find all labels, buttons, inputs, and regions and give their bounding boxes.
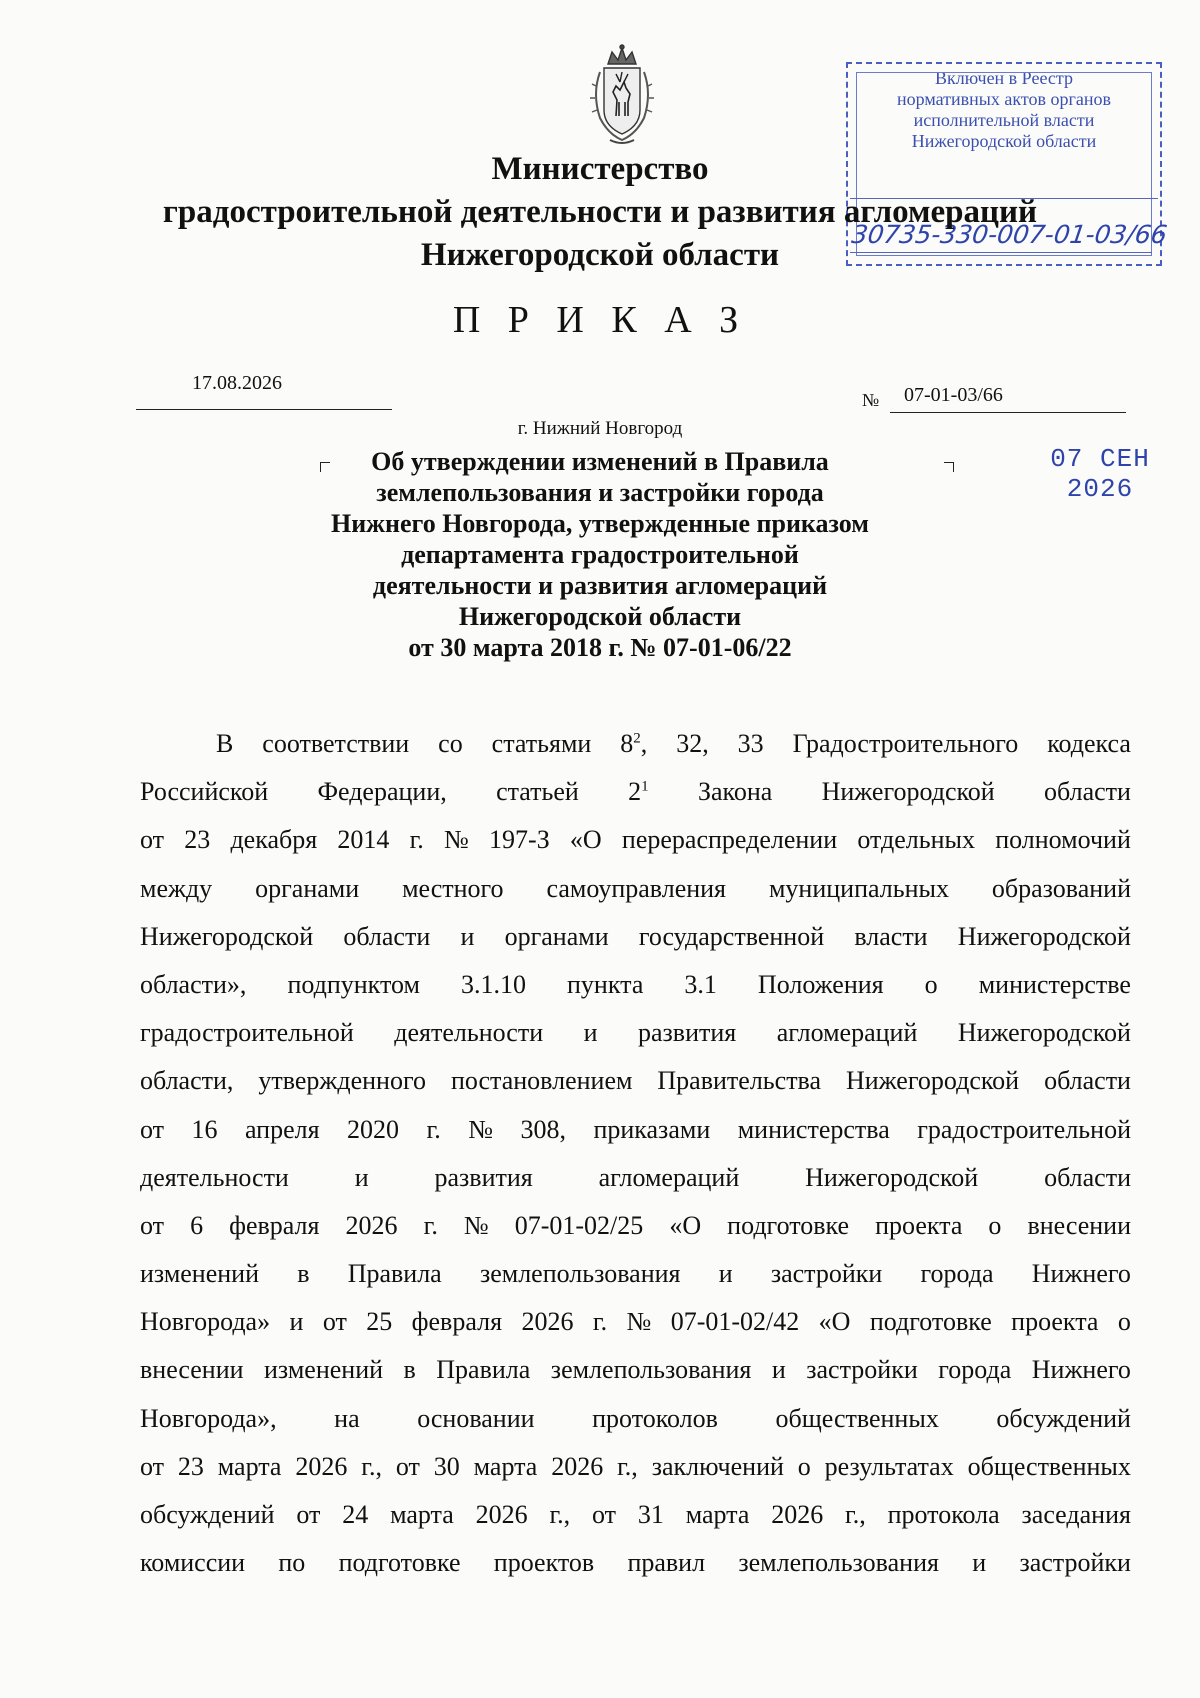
body-word: Новгорода» [140,1307,271,1337]
body-word: от [592,1500,617,1529]
body-word: о [1117,1307,1131,1337]
body-word: застройки [806,1355,918,1385]
body-word: г., [845,1500,866,1529]
body-word: развития [434,1162,533,1192]
body-word: развития [638,1018,737,1048]
body-word: проекта [1011,1307,1099,1337]
subject-line: от 30 марта 2018 г. № 07-01-06/22 [408,633,792,662]
body-word: соответствии [262,729,410,758]
stamp-line-1: Включен в Реестр [935,68,1073,88]
body-word: органами [504,921,609,951]
body-word: Нижнего [1031,1259,1131,1289]
body-word: подготовке [727,1210,850,1240]
body-word: Нижегородской [957,921,1131,951]
body-line [140,1057,1131,1105]
body-word: декабря [230,825,318,855]
body-word: самоуправления [546,873,727,903]
body-word: марта [390,1500,454,1529]
body-line [140,1298,1131,1346]
body-word: от [140,1210,165,1240]
body-word: «О [669,1210,702,1240]
body-word: 07-01-02/25 [514,1210,644,1240]
body-word: области [1044,777,1131,807]
body-word: 197-З [489,825,550,855]
body-word: в [297,1259,310,1289]
body-word: приказами [593,1114,711,1144]
body-word: 2026 [551,1451,604,1481]
body-word: результатах [824,1451,954,1481]
body-word: Правила [347,1259,442,1289]
body-line [140,1250,1131,1298]
body-word: Нижегородской [845,1066,1020,1096]
body-word: муниципальных [768,873,949,903]
body-word: заключений [651,1451,784,1481]
body-word: 30 [433,1451,460,1481]
ministry-line-1: Министерство [491,151,709,187]
body-word: внесении [140,1355,244,1385]
body-word: Российской [140,777,269,807]
body-word: образований [991,873,1131,903]
body-word: местного [402,873,504,903]
ministry-line-3: Нижегородской области [420,237,780,273]
body-word: агломераций [776,1018,918,1048]
body-word: общественных [967,1451,1131,1481]
body-word: подпунктом [287,969,420,999]
body-word: 32, [676,729,709,758]
body-word: подготовке [869,1307,992,1337]
body-word: проектов [493,1548,595,1578]
body-word: $2^1$ [628,777,649,807]
order-body-text [140,720,1131,1587]
body-word: г. [423,1210,438,1240]
body-word: Нижегородской [957,1018,1131,1048]
body-word: 308, [520,1114,566,1144]
date-underline [136,409,392,410]
body-word: деятельности [394,1018,544,1048]
body-word: 3.1 [684,969,717,999]
body-word: апреля [244,1114,320,1144]
body-word: города [938,1355,1012,1385]
body-word: изменений [264,1355,384,1385]
subject-line: Нижегородской области [458,602,742,631]
body-word: обсуждений [140,1500,275,1529]
body-word: февраля [229,1210,320,1240]
body-word: Нижегородской [140,921,314,951]
subject-line: Нижнего Новгорода, утвержденные приказом [330,509,870,538]
body-word: землепользования [550,1355,752,1385]
body-word: и [354,1162,369,1192]
number-sign: № [862,390,880,410]
body-word: в [403,1355,416,1385]
body-word: со [438,729,463,758]
body-word: Нижнего [1031,1355,1131,1385]
body-word: от [140,1114,165,1144]
body-word: Правила [436,1355,531,1385]
order-date: 17.08.2026 [192,372,282,394]
body-word: области [1044,1066,1131,1096]
body-word: проекта [875,1210,963,1240]
body-line [140,1539,1131,1587]
body-word: землепользования [738,1548,939,1578]
subject-line: департамента градостроительной [401,540,799,569]
body-word: 23 [177,1451,204,1481]
body-word: 3.1.10 [460,969,526,999]
body-word: Положения [757,969,884,999]
body-word: № [626,1307,652,1337]
body-line [140,1154,1131,1202]
body-word: марта [685,1500,750,1529]
body-word: марта [473,1451,538,1481]
body-word: основании [417,1403,535,1433]
body-word: внесении [1027,1210,1131,1240]
coat-of-arms-emblem [586,42,658,146]
stamp-line-3: исполнительной власти [913,110,1095,130]
body-word: области, [140,1066,234,1096]
body-word: г., [361,1451,382,1481]
body-word: протокола [887,1500,1000,1529]
body-line [140,1202,1131,1250]
body-word: от [322,1307,347,1337]
body-word: о [924,969,938,999]
body-word: комиссии [140,1548,246,1578]
body-word: № [463,1210,489,1240]
subject-line: деятельности и развития агломераций [372,571,828,600]
body-word: города [920,1259,994,1289]
body-word: г., [617,1451,638,1481]
body-word: марта [217,1451,282,1481]
body-line [140,768,1131,816]
body-word: 6 [190,1210,204,1240]
subject-bracket-right [944,462,954,472]
body-word: градостроительной [917,1114,1131,1144]
body-word: от [296,1500,321,1529]
body-word: постановлением [450,1066,633,1096]
body-word: области», [140,969,247,999]
body-word: органами [255,873,360,903]
body-word: области [343,921,431,951]
body-word: застройки [770,1259,883,1289]
body-word: В [216,729,234,758]
body-word: Закона [697,777,773,807]
body-line [140,1009,1131,1057]
body-word: подготовке [338,1548,461,1578]
body-word: агломераций [598,1162,740,1192]
body-word: $8^2$, [620,729,648,758]
body-word: Правительства [657,1066,822,1096]
body-word: Новгорода», [140,1403,277,1433]
body-word: статьями [491,729,592,758]
body-word: деятельности [140,1162,289,1192]
body-word: обсуждений [996,1403,1131,1433]
body-word: заседания [1021,1500,1131,1529]
city-name: г. Нижний Новгород [517,418,683,439]
stamp-date: 07 СЕН 2026 [1050,444,1150,504]
body-word: 23 [184,825,211,855]
body-word: застройки [1019,1548,1131,1578]
body-line [140,1491,1131,1539]
body-word: и [583,1018,598,1048]
body-word: № [468,1114,494,1144]
body-word: протоколов [592,1403,718,1433]
subject-line: землепользования и застройки города [376,478,824,507]
body-word: 2020 [347,1114,400,1144]
body-word: 2026 [771,1500,824,1529]
body-word: Федерации, [317,777,447,807]
ministry-line-2: градостроительной деятельности и развития агломераций [162,194,1038,230]
body-word: Градостроительного [792,729,1019,758]
body-word: 25 [366,1307,393,1337]
body-word: 33 [737,729,764,758]
body-word: от [395,1451,420,1481]
body-word: № [444,825,469,855]
document-type-title: П Р И К А З [452,299,748,341]
body-word: пункта [567,969,644,999]
body-word: кодекса [1047,729,1131,758]
body-line [140,816,1131,864]
body-word: и [289,1307,304,1337]
body-word: 2026 [475,1500,528,1529]
body-word: 07-01-02/42 [670,1307,800,1337]
order-number: 07-01-03/66 [904,384,1003,406]
body-word: власти [854,921,928,951]
body-word: перераспределении [621,825,838,855]
body-line [140,913,1131,961]
ministry-heading [100,148,1100,277]
body-word: общественных [775,1403,939,1433]
stamp-line-4: Нижегородской области [911,131,1097,151]
body-word: статьей [496,777,579,807]
order-subject [300,446,900,663]
body-word: 24 [342,1500,369,1529]
body-word: 2026 [295,1451,348,1481]
body-word: 2026 [345,1210,398,1240]
body-word: 16 [191,1114,218,1144]
body-word: и [972,1548,987,1578]
body-word: г. [409,825,424,855]
body-word: области [1044,1162,1131,1192]
body-word: правил [627,1548,706,1578]
body-word: г. [426,1114,441,1144]
body-word: «О [818,1307,851,1337]
body-line [140,865,1131,913]
number-underline [890,412,1126,413]
body-word: Нижегородской [821,777,995,807]
body-word: министерства [737,1114,890,1144]
body-line [140,1346,1131,1394]
subject-line: Об утверждении изменений в Правила [371,447,829,476]
body-word: градостроительной [140,1018,354,1048]
body-word: землепользования [479,1259,681,1289]
body-word: от [140,825,165,855]
body-word: изменений [140,1259,260,1289]
body-word: отдельных [857,825,975,855]
body-word: и [771,1355,786,1385]
body-line [140,720,1131,768]
body-word: февраля [411,1307,503,1337]
body-word: 2026 [521,1307,574,1337]
body-word: 31 [637,1500,664,1529]
body-line [140,1443,1131,1491]
body-word: Нижегородской [805,1162,979,1192]
body-word: между [140,873,213,903]
body-word: о [797,1451,811,1481]
body-word: от [140,1451,165,1481]
body-word: г. [592,1307,608,1337]
body-line [140,1395,1131,1443]
body-word: государственной [638,921,825,951]
body-word: министерстве [978,969,1131,999]
body-word: 2014 [337,825,390,855]
body-word: утвержденного [258,1066,426,1096]
body-line [140,1106,1131,1154]
stamp-registration-number: 30735-330-007-01-03/66 [849,220,1169,249]
body-word: по [278,1548,306,1578]
stamp-line-2: нормативных актов органов [896,89,1111,109]
body-line [140,961,1131,1009]
body-word: г., [549,1500,571,1529]
body-word: полномочий [995,825,1131,855]
body-word: «О [569,825,602,855]
body-word: о [988,1210,1002,1240]
body-word: и [460,921,475,951]
body-word: и [718,1259,733,1289]
body-word: на [334,1403,360,1433]
